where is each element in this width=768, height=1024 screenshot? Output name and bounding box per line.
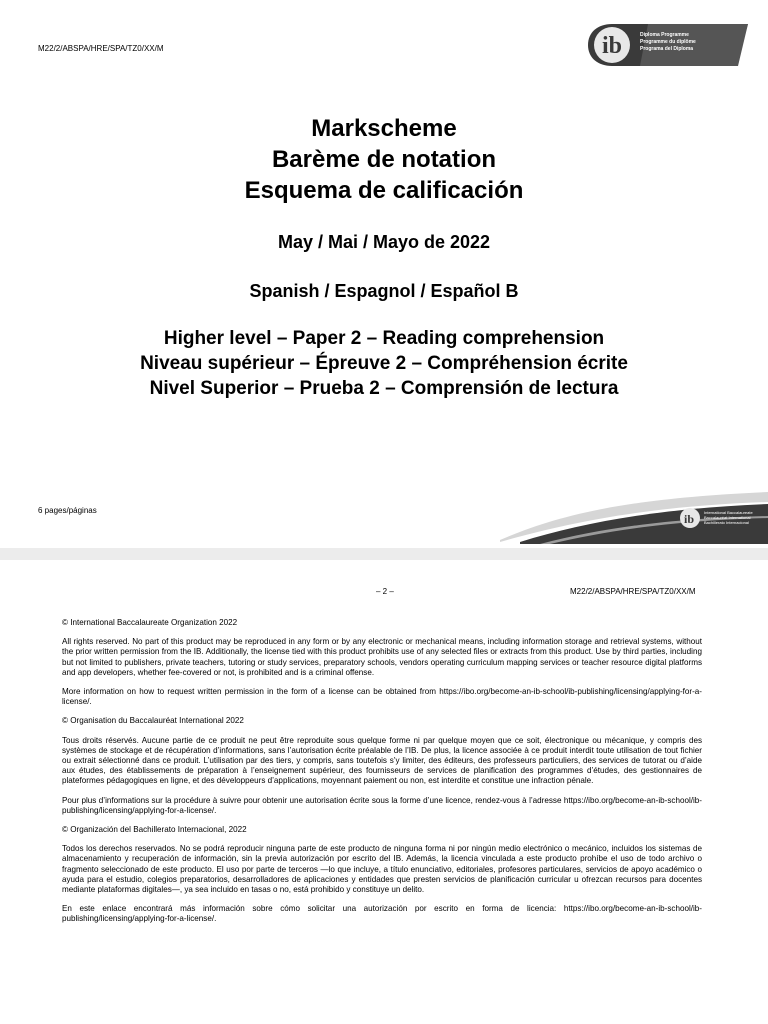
level-spanish: Nivel Superior – Prueba 2 – Comprensión de lectura bbox=[149, 378, 619, 399]
legal-notice bbox=[62, 618, 702, 934]
rights-french: Tous droits réservés. Aucune partie de ce produit ne peut être reproduite sous quelque forme ni par quelque moyen que ce soit, électronique ou mécanique, y compris des systèmes de stockage et de récupération d’informations, sans l’autorisation écrite préalable de l’IB. De plus, la licence associée à ce produit interdit toute utilisation de tout fichier ou extrait sélectionné dans ce produit. L’utilisation par des tiers, y compris, sans toutefois s’y limiter, des éditeurs, des professeurs particuliers, des services de tutorat ou d’aide aux études, des établissements de préparation à l’enseignement supérieur, des fournisseurs de services de planification des programmes d’études, des gestionnaires de plateformes pédagogiques en ligne, et des développeurs d’applications, moyennant paiement ou non, est interdite et constitue une infraction pénale. bbox=[62, 735, 702, 786]
footer-logo-line: International Baccalaureate bbox=[704, 510, 753, 515]
footer-logo-line: Baccalauréat International bbox=[704, 515, 751, 520]
page-count: 6 pages/páginas bbox=[38, 506, 97, 515]
level-french: Niveau supérieur – Épreuve 2 – Compréhension écrite bbox=[140, 353, 628, 374]
title-french: Barème de notation bbox=[271, 146, 497, 173]
ib-footer-logo bbox=[500, 484, 768, 544]
copyright-french: © Organisation du Baccalauréat International 2022 bbox=[62, 716, 244, 726]
copyright-english: © International Baccalaureate Organization 2022 bbox=[62, 618, 238, 627]
license-info-spanish: En este enlace encontrará más información sobre cómo solicitar una autorización por escrito en forma de licencia: https://ibo.org/become-an-ib-school/ib-publishing/licensing/applying-for-a-license/. bbox=[62, 904, 702, 924]
document-code: M22/2/ABSPA/HRE/SPA/TZ0/XX/M bbox=[38, 44, 164, 53]
title-spanish: Esquema de calificación bbox=[244, 177, 524, 204]
ib-diploma-logo bbox=[588, 22, 748, 68]
copyright-spanish: © Organización del Bachillerato Internacional, 2022 bbox=[62, 825, 247, 835]
ib-footer-mark: ib bbox=[684, 512, 695, 526]
rights-spanish: Todos los derechos reservados. No se podrá reproducir ninguna parte de este producto de ninguna forma ni por ningún medio electrónico o mecánico, incluidos los sistemas de almacenamiento y recuperación de información, sin la previa autorización por escrito del IB. Además, la licencia vinculada a este producto prohíbe el uso de todo archivo o fragmento seleccionado de este producto. El uso por parte de terceros —lo que incluye, a título enunciativo, editoriales, profesores particulares, servicios de apoyo académico o ayuda para el estudio, colegios preparatorios, desarrolladores de aplicaciones y entidades que presten servicios de planificación curricular u ofrezcan recursos para docentes mediante plataformas digitales—, ya sea incluido en tasas o no, está prohibido y constituye un delito. bbox=[62, 844, 702, 895]
license-info-english: More information on how to request written permission in the form of a license can be obtained from https://ibo.org/become-an-ib-school/ib-publishing/licensing/applying-for-a-license/. bbox=[62, 687, 702, 707]
logo-line: Programme du diplôme bbox=[640, 39, 696, 45]
ib-mark: ib bbox=[602, 33, 623, 59]
license-info-french: Pour plus d’informations sur la procédure à suivre pour obtenir une autorisation écrite sous la forme d’une licence, rendez-vous à l’adresse https://ibo.org/become-an-ib-school/ib-publishing/licensing/applying-for-a-license/. bbox=[62, 795, 702, 815]
title-block bbox=[0, 113, 768, 206]
level-english: Higher level – Paper 2 – Reading comprehension bbox=[163, 328, 605, 349]
exam-session: May / Mai / Mayo de 2022 bbox=[277, 232, 491, 252]
copyright-page bbox=[0, 560, 768, 1024]
rights-english: All rights reserved. No part of this product may be reproduced in any form or by any electronic or mechanical means, including information storage and retrieval systems, without the prior written permission from the IB. Additionally, the license tied with this product prohibits use of any selected files or extracts from this product. Use by third parties, including but not limited to publishers, private teachers, tutoring or study services, preparatory schools, vendors operating curriculum mapping services or teacher resource digital platforms and app developers, whether fee-covered or not, is prohibited and is a criminal offense. bbox=[62, 637, 702, 677]
subject-title: Spanish / Espagnol / Español B bbox=[249, 281, 519, 301]
page-number: – 2 – bbox=[376, 587, 394, 596]
level-block bbox=[0, 326, 768, 401]
page-divider bbox=[0, 548, 768, 560]
footer-logo-line: Bachillerato Internacional bbox=[704, 520, 749, 525]
logo-line: Diploma Programme bbox=[640, 32, 689, 38]
document-code: M22/2/ABSPA/HRE/SPA/TZ0/XX/M bbox=[570, 587, 696, 596]
logo-line: Programa del Diploma bbox=[640, 46, 694, 52]
title-english: Markscheme bbox=[311, 115, 457, 142]
